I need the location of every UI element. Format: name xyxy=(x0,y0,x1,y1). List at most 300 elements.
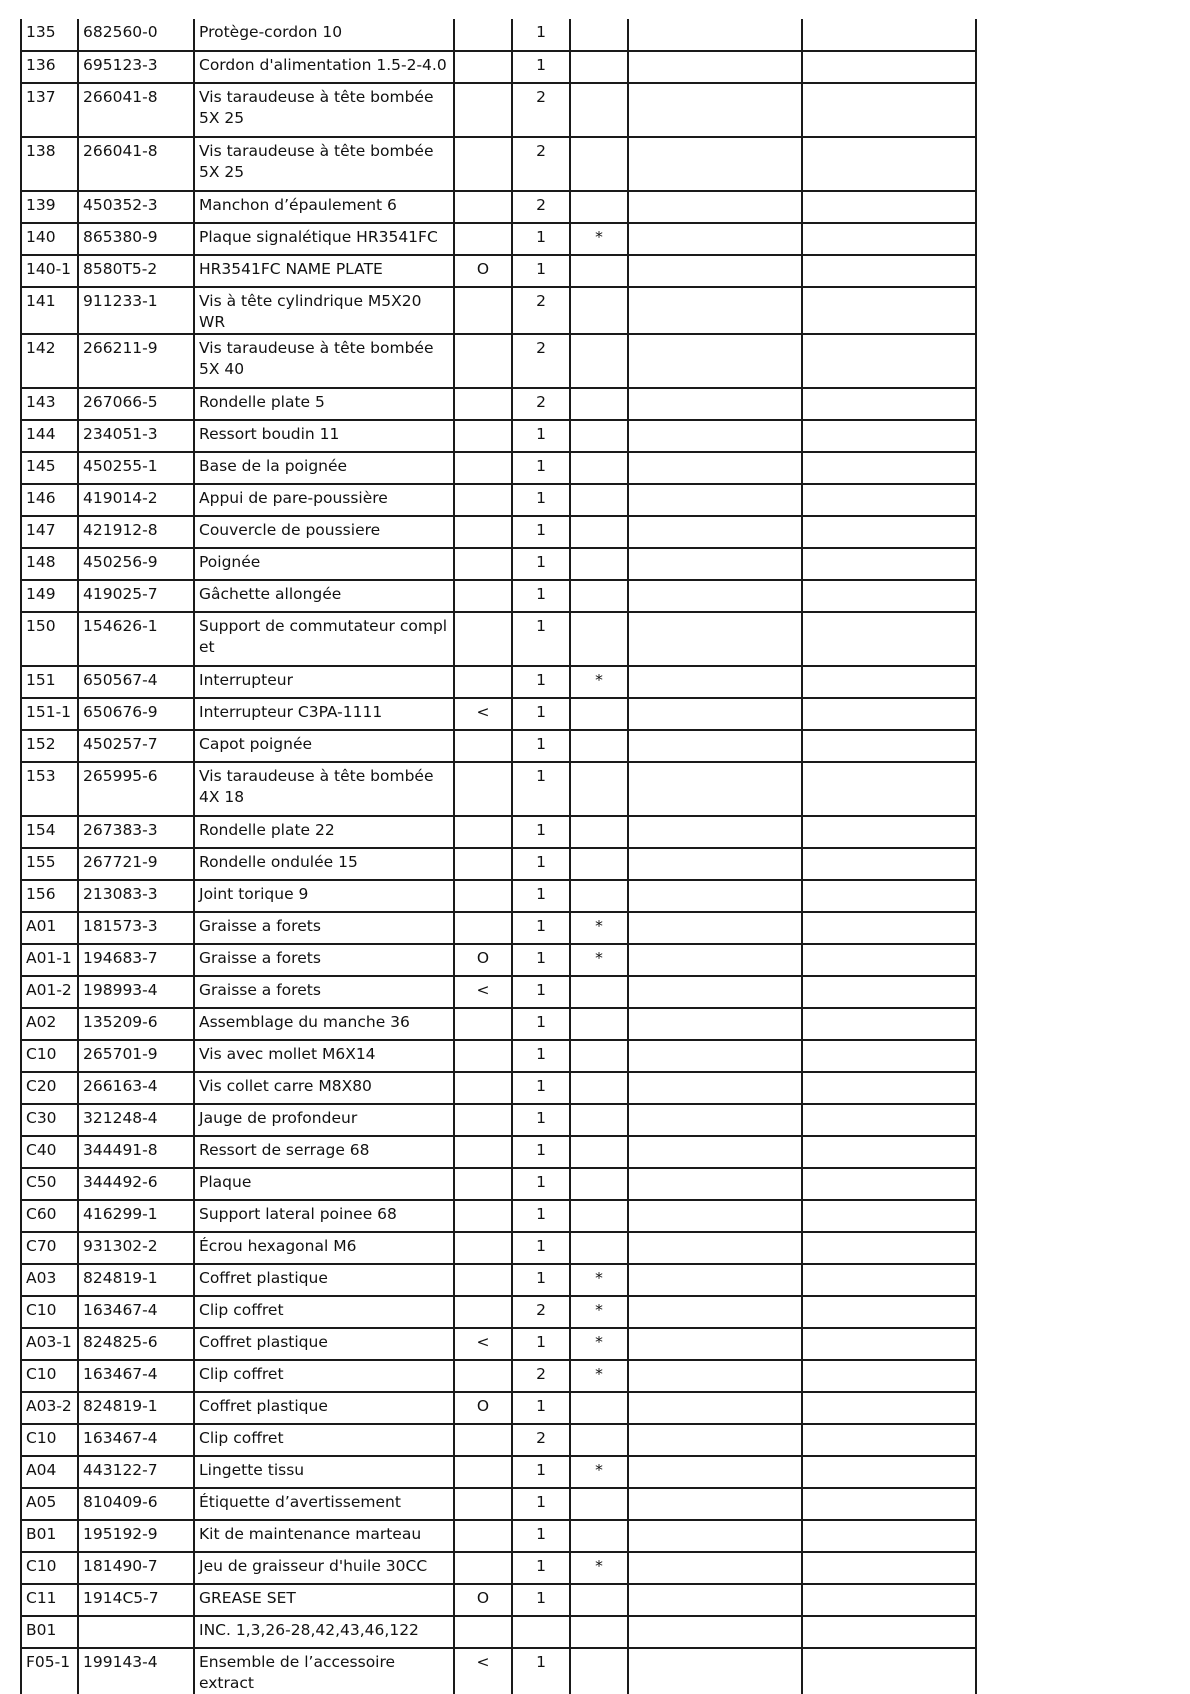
empty-cell xyxy=(628,816,802,848)
table-row xyxy=(21,1648,976,1694)
option-cell xyxy=(454,1552,512,1584)
parts-table-body xyxy=(21,19,976,1694)
quantity-cell: 1 xyxy=(512,1072,570,1104)
quantity-cell: 1 xyxy=(512,1136,570,1168)
item-number-cell: C60 xyxy=(21,1200,78,1232)
empty-cell xyxy=(628,762,802,816)
table-row xyxy=(21,1296,976,1328)
empty-cell xyxy=(802,1584,976,1616)
quantity-cell: 1 xyxy=(512,1488,570,1520)
empty-cell xyxy=(802,137,976,191)
part-number-cell: 267383-3 xyxy=(78,816,194,848)
option-cell xyxy=(454,452,512,484)
part-number-cell: 824819-1 xyxy=(78,1264,194,1296)
empty-cell xyxy=(628,388,802,420)
description-cell: Graisse a forets xyxy=(194,944,454,976)
mark-cell xyxy=(570,1200,628,1232)
option-cell xyxy=(454,1360,512,1392)
table-row xyxy=(21,191,976,223)
part-number-cell: 450256-9 xyxy=(78,548,194,580)
mark-cell xyxy=(570,1488,628,1520)
empty-cell xyxy=(802,580,976,612)
part-number-cell: 199143-4 xyxy=(78,1648,194,1694)
empty-cell xyxy=(802,420,976,452)
item-number-cell: C50 xyxy=(21,1168,78,1200)
item-number-cell: A01-1 xyxy=(21,944,78,976)
part-number-cell: 181490-7 xyxy=(78,1552,194,1584)
mark-cell xyxy=(570,420,628,452)
option-cell xyxy=(454,1072,512,1104)
empty-cell xyxy=(628,1040,802,1072)
item-number-cell: C70 xyxy=(21,1232,78,1264)
option-cell xyxy=(454,1264,512,1296)
empty-cell xyxy=(628,1584,802,1616)
empty-cell xyxy=(802,484,976,516)
empty-cell xyxy=(802,1168,976,1200)
empty-cell xyxy=(802,1552,976,1584)
quantity-cell: 1 xyxy=(512,1264,570,1296)
option-cell xyxy=(454,516,512,548)
part-number-cell: 163467-4 xyxy=(78,1424,194,1456)
table-row xyxy=(21,516,976,548)
description-cell: Capot poignée xyxy=(194,730,454,762)
part-number-cell: 344492-6 xyxy=(78,1168,194,1200)
empty-cell xyxy=(802,1232,976,1264)
empty-cell xyxy=(628,666,802,698)
mark-cell: * xyxy=(570,1264,628,1296)
item-number-cell: 140 xyxy=(21,223,78,255)
empty-cell xyxy=(628,484,802,516)
empty-cell xyxy=(628,1264,802,1296)
item-number-cell: 151 xyxy=(21,666,78,698)
description-cell: Kit de maintenance marteau xyxy=(194,1520,454,1552)
mark-cell: * xyxy=(570,666,628,698)
table-row xyxy=(21,51,976,83)
item-number-cell: C10 xyxy=(21,1296,78,1328)
table-row xyxy=(21,1424,976,1456)
mark-cell xyxy=(570,1104,628,1136)
quantity-cell: 1 xyxy=(512,1456,570,1488)
description-cell: Appui de pare-poussière xyxy=(194,484,454,516)
mark-cell xyxy=(570,388,628,420)
quantity-cell: 1 xyxy=(512,816,570,848)
part-number-cell: 419014-2 xyxy=(78,484,194,516)
empty-cell xyxy=(628,1168,802,1200)
quantity-cell: 1 xyxy=(512,1584,570,1616)
mark-cell xyxy=(570,1584,628,1616)
empty-cell xyxy=(802,816,976,848)
empty-cell xyxy=(628,191,802,223)
table-row xyxy=(21,83,976,137)
item-number-cell: 151-1 xyxy=(21,698,78,730)
item-number-cell: A04 xyxy=(21,1456,78,1488)
item-number-cell: 155 xyxy=(21,848,78,880)
item-number-cell: 141 xyxy=(21,287,78,334)
empty-cell xyxy=(628,848,802,880)
empty-cell xyxy=(628,19,802,51)
item-number-cell: A01-2 xyxy=(21,976,78,1008)
empty-cell xyxy=(628,1424,802,1456)
description-cell: Ressort boudin 11 xyxy=(194,420,454,452)
part-number-cell: 154626-1 xyxy=(78,612,194,666)
option-cell xyxy=(454,1296,512,1328)
item-number-cell: 153 xyxy=(21,762,78,816)
option-cell xyxy=(454,666,512,698)
empty-cell xyxy=(802,1008,976,1040)
part-number-cell: 265995-6 xyxy=(78,762,194,816)
option-cell: < xyxy=(454,1328,512,1360)
option-cell xyxy=(454,137,512,191)
part-number-cell: 267721-9 xyxy=(78,848,194,880)
part-number-cell: 266041-8 xyxy=(78,137,194,191)
quantity-cell: 2 xyxy=(512,287,570,334)
option-cell xyxy=(454,1040,512,1072)
option-cell xyxy=(454,612,512,666)
empty-cell xyxy=(628,944,802,976)
empty-cell xyxy=(802,1648,976,1694)
quantity-cell: 1 xyxy=(512,255,570,287)
table-row xyxy=(21,255,976,287)
table-row xyxy=(21,1584,976,1616)
table-row xyxy=(21,1072,976,1104)
table-row xyxy=(21,334,976,388)
empty-cell xyxy=(802,452,976,484)
table-row xyxy=(21,816,976,848)
item-number-cell: A03 xyxy=(21,1264,78,1296)
empty-cell xyxy=(802,334,976,388)
empty-cell xyxy=(802,19,976,51)
empty-cell xyxy=(802,1104,976,1136)
quantity-cell: 1 xyxy=(512,976,570,1008)
mark-cell: * xyxy=(570,944,628,976)
option-cell xyxy=(454,420,512,452)
empty-cell xyxy=(628,1392,802,1424)
description-cell: Rondelle plate 5 xyxy=(194,388,454,420)
empty-cell xyxy=(802,1328,976,1360)
option-cell xyxy=(454,1424,512,1456)
part-number-cell xyxy=(78,1616,194,1648)
option-cell xyxy=(454,51,512,83)
part-number-cell: 650676-9 xyxy=(78,698,194,730)
empty-cell xyxy=(628,976,802,1008)
mark-cell xyxy=(570,880,628,912)
empty-cell xyxy=(628,137,802,191)
mark-cell: * xyxy=(570,1456,628,1488)
quantity-cell: 1 xyxy=(512,580,570,612)
part-number-cell: 135209-6 xyxy=(78,1008,194,1040)
part-number-cell: 450352-3 xyxy=(78,191,194,223)
quantity-cell: 1 xyxy=(512,516,570,548)
empty-cell xyxy=(628,287,802,334)
quantity-cell xyxy=(512,1616,570,1648)
part-number-cell: 695123-3 xyxy=(78,51,194,83)
description-cell: Vis taraudeuse à tête bombée 5X 25 xyxy=(194,137,454,191)
table-row xyxy=(21,1488,976,1520)
mark-cell xyxy=(570,191,628,223)
empty-cell xyxy=(628,548,802,580)
option-cell xyxy=(454,223,512,255)
part-number-cell: 234051-3 xyxy=(78,420,194,452)
table-row xyxy=(21,880,976,912)
option-cell xyxy=(454,287,512,334)
description-cell: Clip coffret xyxy=(194,1424,454,1456)
item-number-cell: 140-1 xyxy=(21,255,78,287)
item-number-cell: 152 xyxy=(21,730,78,762)
item-number-cell: B01 xyxy=(21,1616,78,1648)
item-number-cell: C10 xyxy=(21,1552,78,1584)
mark-cell xyxy=(570,1392,628,1424)
empty-cell xyxy=(802,976,976,1008)
mark-cell xyxy=(570,1168,628,1200)
part-number-cell: 450255-1 xyxy=(78,452,194,484)
empty-cell xyxy=(802,83,976,137)
item-number-cell: A01 xyxy=(21,912,78,944)
item-number-cell: 136 xyxy=(21,51,78,83)
mark-cell xyxy=(570,1424,628,1456)
empty-cell xyxy=(802,912,976,944)
empty-cell xyxy=(628,880,802,912)
quantity-cell: 1 xyxy=(512,1552,570,1584)
quantity-cell: 1 xyxy=(512,1104,570,1136)
description-cell: Vis taraudeuse à tête bombée 4X 18 xyxy=(194,762,454,816)
item-number-cell: 139 xyxy=(21,191,78,223)
table-row xyxy=(21,944,976,976)
table-row xyxy=(21,452,976,484)
item-number-cell: C10 xyxy=(21,1360,78,1392)
item-number-cell: B01 xyxy=(21,1520,78,1552)
part-number-cell: 8580T5-2 xyxy=(78,255,194,287)
empty-cell xyxy=(802,1520,976,1552)
description-cell: Joint torique 9 xyxy=(194,880,454,912)
part-number-cell: 266041-8 xyxy=(78,83,194,137)
empty-cell xyxy=(628,516,802,548)
item-number-cell: 135 xyxy=(21,19,78,51)
item-number-cell: C10 xyxy=(21,1424,78,1456)
item-number-cell: C40 xyxy=(21,1136,78,1168)
empty-cell xyxy=(628,1648,802,1694)
part-number-cell: 865380-9 xyxy=(78,223,194,255)
quantity-cell: 1 xyxy=(512,730,570,762)
mark-cell xyxy=(570,484,628,516)
description-cell: Ensemble de l’accessoire extract xyxy=(194,1648,454,1694)
empty-cell xyxy=(628,1072,802,1104)
item-number-cell: 150 xyxy=(21,612,78,666)
part-number-cell: 198993-4 xyxy=(78,976,194,1008)
mark-cell xyxy=(570,1616,628,1648)
option-cell xyxy=(454,848,512,880)
part-number-cell: 419025-7 xyxy=(78,580,194,612)
description-cell: INC. 1,3,26-28,42,43,46,122 xyxy=(194,1616,454,1648)
empty-cell xyxy=(628,334,802,388)
empty-cell xyxy=(628,1616,802,1648)
option-cell xyxy=(454,1200,512,1232)
description-cell: Assemblage du manche 36 xyxy=(194,1008,454,1040)
empty-cell xyxy=(628,1136,802,1168)
option-cell xyxy=(454,1104,512,1136)
table-row xyxy=(21,287,976,334)
mark-cell xyxy=(570,730,628,762)
table-row xyxy=(21,580,976,612)
empty-cell xyxy=(802,1424,976,1456)
parts-table xyxy=(20,19,977,1694)
part-number-cell: 416299-1 xyxy=(78,1200,194,1232)
empty-cell xyxy=(802,1360,976,1392)
item-number-cell: 138 xyxy=(21,137,78,191)
table-row xyxy=(21,1040,976,1072)
mark-cell xyxy=(570,287,628,334)
table-row xyxy=(21,698,976,730)
description-cell: Jeu de graisseur d'huile 30CC xyxy=(194,1552,454,1584)
part-number-cell: 195192-9 xyxy=(78,1520,194,1552)
empty-cell xyxy=(628,255,802,287)
empty-cell xyxy=(802,287,976,334)
mark-cell: * xyxy=(570,1360,628,1392)
empty-cell xyxy=(628,612,802,666)
table-row xyxy=(21,730,976,762)
mark-cell xyxy=(570,1232,628,1264)
description-cell: Plaque signalétique HR3541FC xyxy=(194,223,454,255)
item-number-cell: 149 xyxy=(21,580,78,612)
description-cell: Support lateral poinee 68 xyxy=(194,1200,454,1232)
empty-cell xyxy=(628,1296,802,1328)
item-number-cell: 147 xyxy=(21,516,78,548)
empty-cell xyxy=(802,255,976,287)
empty-cell xyxy=(628,83,802,137)
quantity-cell: 2 xyxy=(512,191,570,223)
option-cell xyxy=(454,912,512,944)
option-cell: < xyxy=(454,1648,512,1694)
option-cell xyxy=(454,1520,512,1552)
table-row xyxy=(21,1552,976,1584)
part-number-cell: 213083-3 xyxy=(78,880,194,912)
table-row xyxy=(21,1264,976,1296)
mark-cell xyxy=(570,51,628,83)
description-cell: Étiquette d’avertissement xyxy=(194,1488,454,1520)
table-row xyxy=(21,1360,976,1392)
quantity-cell: 1 xyxy=(512,484,570,516)
quantity-cell: 1 xyxy=(512,1232,570,1264)
empty-cell xyxy=(628,580,802,612)
quantity-cell: 1 xyxy=(512,420,570,452)
quantity-cell: 1 xyxy=(512,548,570,580)
quantity-cell: 2 xyxy=(512,137,570,191)
table-row xyxy=(21,420,976,452)
mark-cell xyxy=(570,816,628,848)
description-cell: Vis taraudeuse à tête bombée 5X 40 xyxy=(194,334,454,388)
empty-cell xyxy=(628,1456,802,1488)
empty-cell xyxy=(802,388,976,420)
empty-cell xyxy=(628,912,802,944)
item-number-cell: A03-1 xyxy=(21,1328,78,1360)
quantity-cell: 1 xyxy=(512,944,570,976)
table-row xyxy=(21,1616,976,1648)
description-cell: Coffret plastique xyxy=(194,1392,454,1424)
empty-cell xyxy=(802,762,976,816)
quantity-cell: 1 xyxy=(512,912,570,944)
mark-cell xyxy=(570,1008,628,1040)
quantity-cell: 1 xyxy=(512,1008,570,1040)
empty-cell xyxy=(628,1200,802,1232)
part-number-cell: 682560-0 xyxy=(78,19,194,51)
option-cell xyxy=(454,580,512,612)
part-number-cell: 266211-9 xyxy=(78,334,194,388)
mark-cell xyxy=(570,1520,628,1552)
part-number-cell: 650567-4 xyxy=(78,666,194,698)
empty-cell xyxy=(628,452,802,484)
part-number-cell: 267066-5 xyxy=(78,388,194,420)
mark-cell xyxy=(570,762,628,816)
empty-cell xyxy=(802,1296,976,1328)
part-number-cell: 911233-1 xyxy=(78,287,194,334)
quantity-cell: 1 xyxy=(512,51,570,83)
description-cell: Base de la poignée xyxy=(194,452,454,484)
quantity-cell: 1 xyxy=(512,1040,570,1072)
table-row xyxy=(21,484,976,516)
item-number-cell: 146 xyxy=(21,484,78,516)
mark-cell xyxy=(570,137,628,191)
option-cell: O xyxy=(454,944,512,976)
quantity-cell: 1 xyxy=(512,1392,570,1424)
description-cell: Rondelle plate 22 xyxy=(194,816,454,848)
quantity-cell: 2 xyxy=(512,334,570,388)
description-cell: Clip coffret xyxy=(194,1360,454,1392)
mark-cell xyxy=(570,848,628,880)
option-cell: < xyxy=(454,976,512,1008)
description-cell: HR3541FC NAME PLATE xyxy=(194,255,454,287)
mark-cell xyxy=(570,698,628,730)
table-row xyxy=(21,1136,976,1168)
part-number-cell: 344491-8 xyxy=(78,1136,194,1168)
description-cell: Vis avec mollet M6X14 xyxy=(194,1040,454,1072)
description-cell: Graisse a forets xyxy=(194,976,454,1008)
empty-cell xyxy=(628,1360,802,1392)
option-cell xyxy=(454,730,512,762)
quantity-cell: 2 xyxy=(512,388,570,420)
item-number-cell: 145 xyxy=(21,452,78,484)
part-number-cell: 443122-7 xyxy=(78,1456,194,1488)
option-cell xyxy=(454,83,512,137)
table-row xyxy=(21,666,976,698)
option-cell xyxy=(454,1232,512,1264)
empty-cell xyxy=(628,223,802,255)
empty-cell xyxy=(802,1392,976,1424)
description-cell: Ressort de serrage 68 xyxy=(194,1136,454,1168)
part-number-cell: 181573-3 xyxy=(78,912,194,944)
item-number-cell: 156 xyxy=(21,880,78,912)
option-cell xyxy=(454,1008,512,1040)
item-number-cell: A02 xyxy=(21,1008,78,1040)
option-cell xyxy=(454,548,512,580)
item-number-cell: 137 xyxy=(21,83,78,137)
option-cell xyxy=(454,880,512,912)
quantity-cell: 2 xyxy=(512,1296,570,1328)
empty-cell xyxy=(628,1552,802,1584)
description-cell: Coffret plastique xyxy=(194,1328,454,1360)
description-cell: Clip coffret xyxy=(194,1296,454,1328)
option-cell xyxy=(454,762,512,816)
empty-cell xyxy=(802,1072,976,1104)
quantity-cell: 1 xyxy=(512,1168,570,1200)
part-number-cell: 265701-9 xyxy=(78,1040,194,1072)
option-cell: O xyxy=(454,1584,512,1616)
mark-cell: * xyxy=(570,1328,628,1360)
description-cell: Couvercle de poussiere xyxy=(194,516,454,548)
empty-cell xyxy=(628,1008,802,1040)
option-cell xyxy=(454,1488,512,1520)
description-cell: Interrupteur xyxy=(194,666,454,698)
mark-cell xyxy=(570,1040,628,1072)
part-number-cell: 321248-4 xyxy=(78,1104,194,1136)
